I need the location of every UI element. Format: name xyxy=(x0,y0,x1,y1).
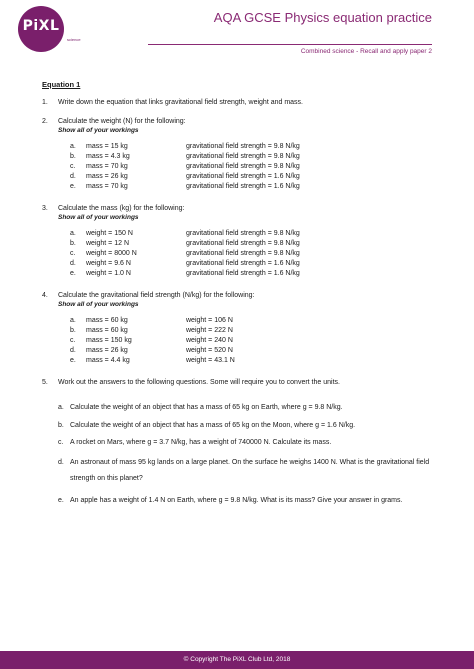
question-1 xyxy=(42,98,442,107)
item-value: mass = 70 kg xyxy=(86,163,128,170)
item-given: weight = 520 N xyxy=(186,347,233,354)
item-text: Calculate the weight of an object that has a mass of 65 kg on Earth, where g = 9.8 N/kg. xyxy=(70,404,343,411)
item-letter: a. xyxy=(70,317,76,324)
item-value: mass = 26 kg xyxy=(86,173,128,180)
item-given: gravitational field strength = 1.6 N/kg xyxy=(186,173,300,180)
list-item xyxy=(58,493,442,509)
list-item xyxy=(58,455,442,487)
table-row xyxy=(70,259,300,269)
logo-subtext: science xyxy=(67,37,81,42)
worksheet-content xyxy=(42,80,442,509)
item-given: gravitational field strength = 1.6 N/kg xyxy=(186,260,300,267)
item-given: weight = 222 N xyxy=(186,327,233,334)
question-5 xyxy=(42,378,442,509)
item-letter: e. xyxy=(70,183,76,190)
item-letter: b. xyxy=(58,422,64,429)
question-number: 5. xyxy=(42,379,48,386)
question-text: Calculate the gravitational field strength (N/kg) for the following: xyxy=(58,292,255,299)
table-row xyxy=(70,142,300,152)
table-row xyxy=(70,249,300,259)
item-value: mass = 70 kg xyxy=(86,183,128,190)
item-letter: c. xyxy=(70,250,76,257)
item-letter: a. xyxy=(70,230,76,237)
pixl-logo xyxy=(18,6,81,52)
table-row xyxy=(70,356,235,366)
item-letter: d. xyxy=(70,347,76,354)
question-4 xyxy=(42,291,442,366)
item-letter: e. xyxy=(70,270,76,277)
question-text: Write down the equation that links gravitational field strength, weight and mass. xyxy=(58,99,304,106)
table-row xyxy=(70,326,235,336)
item-letter: b. xyxy=(70,240,76,247)
question-text: Calculate the weight (N) for the following: xyxy=(58,118,186,125)
workings-instruction: Show all of your workings xyxy=(58,127,139,134)
copyright-footer: © Copyright The PiXL Club Ltd, 2018 xyxy=(0,651,474,669)
page-title: AQA GCSE Physics equation practice xyxy=(213,10,432,25)
item-value: weight = 12 N xyxy=(86,240,129,247)
item-given: gravitational field strength = 9.8 N/kg xyxy=(186,163,300,170)
item-value: mass = 60 kg xyxy=(86,327,128,334)
item-given: weight = 106 N xyxy=(186,317,233,324)
question-number: 4. xyxy=(42,292,48,299)
question-4-table xyxy=(70,316,235,366)
item-given: gravitational field strength = 9.8 N/kg xyxy=(186,230,300,237)
logo-text: PiXL xyxy=(22,18,60,34)
item-given: gravitational field strength = 1.6 N/kg xyxy=(186,270,300,277)
item-letter: e. xyxy=(58,497,64,504)
item-value: mass = 15 kg xyxy=(86,143,128,150)
item-given: gravitational field strength = 9.8 N/kg xyxy=(186,143,300,150)
item-given: gravitational field strength = 9.8 N/kg xyxy=(186,240,300,247)
item-value: weight = 8000 N xyxy=(86,250,137,257)
table-row xyxy=(70,316,235,326)
table-row xyxy=(70,336,235,346)
list-item xyxy=(58,421,442,430)
item-text: An astronaut of mass 95 kg lands on a large planet. On the surface he weighs 1400 N. What is the gravitational field strength on this planet? xyxy=(70,459,430,482)
table-row xyxy=(70,152,300,162)
header-divider xyxy=(148,44,432,45)
item-value: mass = 26 kg xyxy=(86,347,128,354)
item-value: mass = 60 kg xyxy=(86,317,128,324)
item-letter: d. xyxy=(70,173,76,180)
question-2 xyxy=(42,117,442,192)
item-letter: b. xyxy=(70,327,76,334)
table-row xyxy=(70,346,235,356)
item-value: weight = 9.6 N xyxy=(86,260,131,267)
item-text: Calculate the weight of an object that has a mass of 65 kg on the Moon, where g = 1.6 N/kg. xyxy=(70,422,356,429)
item-value: weight = 1.0 N xyxy=(86,270,131,277)
item-text: A rocket on Mars, where g = 3.7 N/kg, has a weight of 740000 N. Calculate its mass. xyxy=(70,439,332,446)
item-letter: d. xyxy=(58,459,64,466)
table-row xyxy=(70,172,300,182)
item-value: mass = 150 kg xyxy=(86,337,132,344)
item-letter: d. xyxy=(70,260,76,267)
question-number: 1. xyxy=(42,99,48,106)
workings-instruction: Show all of your workings xyxy=(58,301,139,308)
table-row xyxy=(70,269,300,279)
question-number: 2. xyxy=(42,118,48,125)
item-letter: b. xyxy=(70,153,76,160)
item-given: weight = 240 N xyxy=(186,337,233,344)
item-value: weight = 150 N xyxy=(86,230,133,237)
item-letter: c. xyxy=(58,439,64,446)
item-letter: c. xyxy=(70,163,76,170)
question-text: Work out the answers to the following questions. Some will require you to convert the units. xyxy=(58,379,340,386)
equation-heading: Equation 1 xyxy=(42,80,81,89)
list-item xyxy=(58,403,442,412)
item-letter: c. xyxy=(70,337,76,344)
table-row xyxy=(70,239,300,249)
question-3-table xyxy=(70,229,300,279)
table-row xyxy=(70,162,300,172)
item-letter: a. xyxy=(58,404,64,411)
item-given: weight = 43.1 N xyxy=(186,357,235,364)
question-text: Calculate the mass (kg) for the following: xyxy=(58,205,185,212)
item-given: gravitational field strength = 9.8 N/kg xyxy=(186,153,300,160)
question-2-table xyxy=(70,142,300,192)
item-letter: a. xyxy=(70,143,76,150)
item-value: mass = 4.4 kg xyxy=(86,357,130,364)
question-3 xyxy=(42,204,442,279)
list-item xyxy=(58,438,442,447)
item-value: mass = 4.3 kg xyxy=(86,153,130,160)
page-subtitle: Combined science - Recall and apply paper 2 xyxy=(300,48,432,55)
item-given: gravitational field strength = 1.6 N/kg xyxy=(186,183,300,190)
workings-instruction: Show all of your workings xyxy=(58,214,139,221)
item-letter: e. xyxy=(70,357,76,364)
table-row xyxy=(70,182,300,192)
question-number: 3. xyxy=(42,205,48,212)
table-row xyxy=(70,229,300,239)
item-text: An apple has a weight of 1.4 N on Earth, where g = 9.8 N/kg. What is its mass? Give your answer in grams. xyxy=(70,497,403,504)
item-given: gravitational field strength = 9.8 N/kg xyxy=(186,250,300,257)
